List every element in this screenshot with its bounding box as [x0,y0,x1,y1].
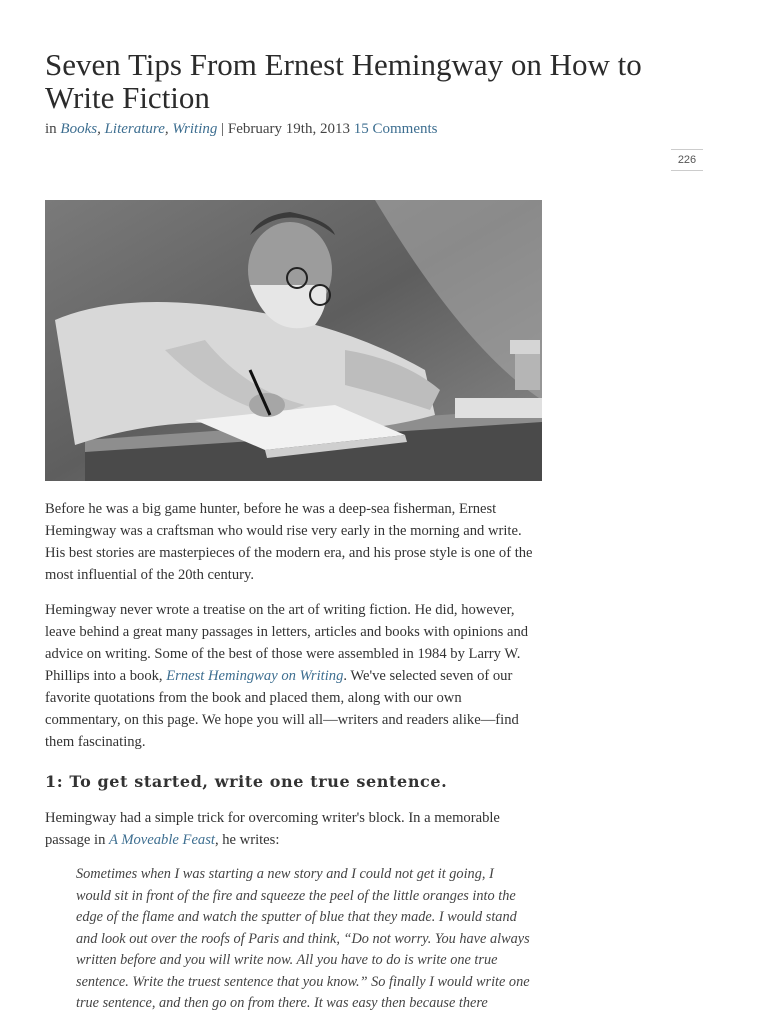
paragraph-treatise [45,599,535,753]
category-link-literature[interactable]: Literature [104,121,165,137]
article-body [45,498,535,1015]
paragraph-writers-block-text-1: Hemingway had a simple trick for overcoming writer's block. In a memorable passage in [45,810,500,848]
tip-1-heading: 1: To get started, write one true sentence. [45,772,448,791]
category-link-writing[interactable]: Writing [172,121,218,137]
paragraph-treatise-text-1: Hemingway never wrote a treatise on the art of writing fiction. He did, however, leave behind a great many passages in letters, articles and books with opinions and advice on writing. Some of the best of those were assembled in 1984 by Larry W. Phillips into a book, [45,602,529,684]
book-link-hemingway-on-writing[interactable]: Ernest Hemingway on Writing [166,668,344,684]
share-count[interactable]: 226 [671,149,703,171]
category-link-books[interactable]: Books [60,121,98,137]
hemingway-writing-photo [45,200,542,481]
paragraph-writers-block-text-2: , he writes: [214,832,280,848]
article-title: Seven Tips From Ernest Hemingway on How to Write Fiction [45,47,642,115]
photo-illustration [45,200,542,481]
book-link-moveable-feast[interactable]: A Moveable Feast [109,832,215,848]
byline-prefix: in [45,121,61,137]
byline: in Books, Literature, Writing | February 19th, 2013 15 Comments [45,121,438,137]
paragraph-writers-block [45,807,535,851]
paragraph-treatise-text-2: . We've selected seven of our favorite quotations from the book and placed them, along with our own commentary, on this page. We hope you will all—writers and readers alike—find them fascinating. [45,668,519,750]
paragraph-intro: Before he was a big game hunter, before he was a deep-sea fisherman, Ernest Hemingway was a craftsman who would rise very early in the morning and write. His best stories are masterpieces of the modern era, and his prose style is one of the most influential of the 20th century. [45,501,533,583]
quote-moveable-feast: Sometimes when I was starting a new story and I could not get it going, I would sit in front of the fire and squeeze the peel of the little oranges into the edge of the flame and watch the sputter of blue that they made. I would stand and look out over the roofs of Paris and think, “Do not worry. You have always written before and you will write now. All you have to do is write one true sentence. Write the truest sentence that you know.” So finally I would write one true sentence, and then go on from there. It was easy then because there [76,866,530,1011]
post-date: February 19th, 2013 [227,121,350,137]
byline-separator: | [217,121,228,137]
comments-link[interactable]: 15 Comments [353,121,438,137]
